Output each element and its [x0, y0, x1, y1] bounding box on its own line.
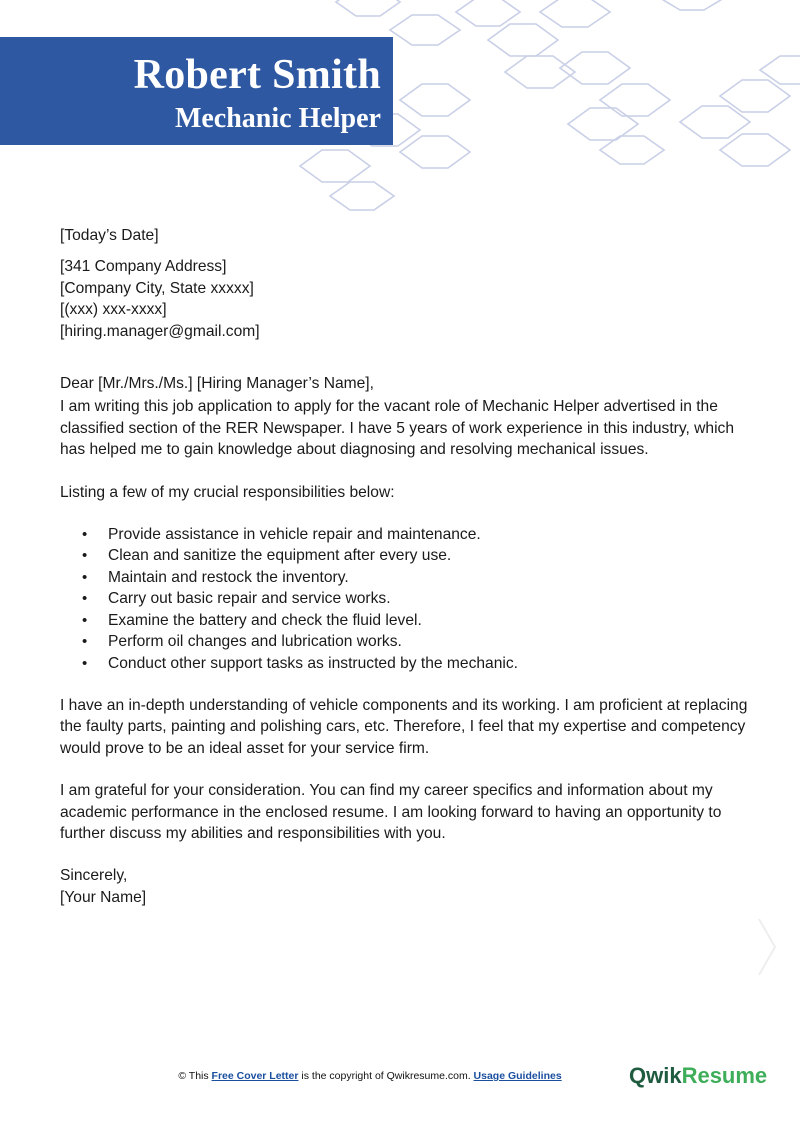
recipient-phone: [(xxx) xxx-xxxx]: [60, 301, 167, 319]
salutation: Dear [Mr./Mrs./Ms.] [Hiring Manager’s Name],: [60, 375, 374, 393]
list-item: • Carry out basic repair and service works.: [108, 588, 760, 609]
recipient-address: [341 Company Address]: [60, 258, 227, 276]
footer-middle: is the copyright of Qwikresume.com.: [298, 1070, 474, 1082]
free-cover-letter-link[interactable]: Free Cover Letter: [211, 1070, 299, 1082]
list-intro: Listing a few of my crucial responsibilities below:: [60, 483, 395, 501]
list-item: • Perform oil changes and lubrication works.: [108, 631, 760, 652]
recipient-city-state: [Company City, State xxxxx]: [60, 279, 254, 297]
footer-prefix: © This: [178, 1070, 212, 1082]
usage-guidelines-link[interactable]: Usage Guidelines: [473, 1070, 562, 1082]
letter-date: [Today’s Date]: [60, 227, 159, 244]
intro-paragraph: I am writing this job application to apply for the vacant role of Mechanic Helper advertised in the classified section of the RER Newspaper. I have 5 years of work experience in this industry, which has helped me to gain knowledge about diagnosing and resolving mechanical issues.: [60, 398, 735, 459]
list-item: • Conduct other support tasks as instructed by the mechanic.: [108, 653, 760, 674]
header-band: [0, 37, 393, 145]
recipient-email: [hiring.manager@gmail.com]: [60, 322, 260, 340]
responsibilities-list: [60, 524, 760, 674]
logo-part-qwik: Qwik: [629, 1063, 682, 1088]
list-item: • Examine the battery and check the fluid level.: [108, 610, 760, 631]
logo-part-resume: Resume: [681, 1063, 768, 1088]
list-item: • Clean and sanitize the equipment after every use.: [108, 545, 760, 566]
list-item: • Maintain and restock the inventory.: [108, 567, 760, 588]
skills-paragraph: I have an in-depth understanding of vehicle components and its working. I am proficient at replacing the faulty parts, painting and polishing cars, etc. Therefore, I feel that my expertise and competency would prove to be an ideal asset for your service firm.: [60, 696, 748, 757]
signoff-closing: Sincerely,: [60, 867, 128, 885]
qwikresume-logo[interactable]: [629, 1063, 767, 1089]
list-item: • Provide assistance in vehicle repair and maintenance.: [108, 524, 760, 545]
applicant-role: Mechanic Helper: [174, 103, 381, 134]
applicant-name: Robert Smith: [133, 52, 381, 98]
chevron-right-icon: [755, 915, 779, 979]
letter-body: [60, 225, 760, 908]
recipient-block: [60, 256, 760, 342]
signoff-name: [Your Name]: [60, 888, 147, 906]
closing-paragraph: I am grateful for your consideration. You can find my career specifics and information about my academic performance in the enclosed resume. I am looking forward to having an opportunity to further discuss my abilities and responsibilities with you.: [60, 782, 722, 842]
